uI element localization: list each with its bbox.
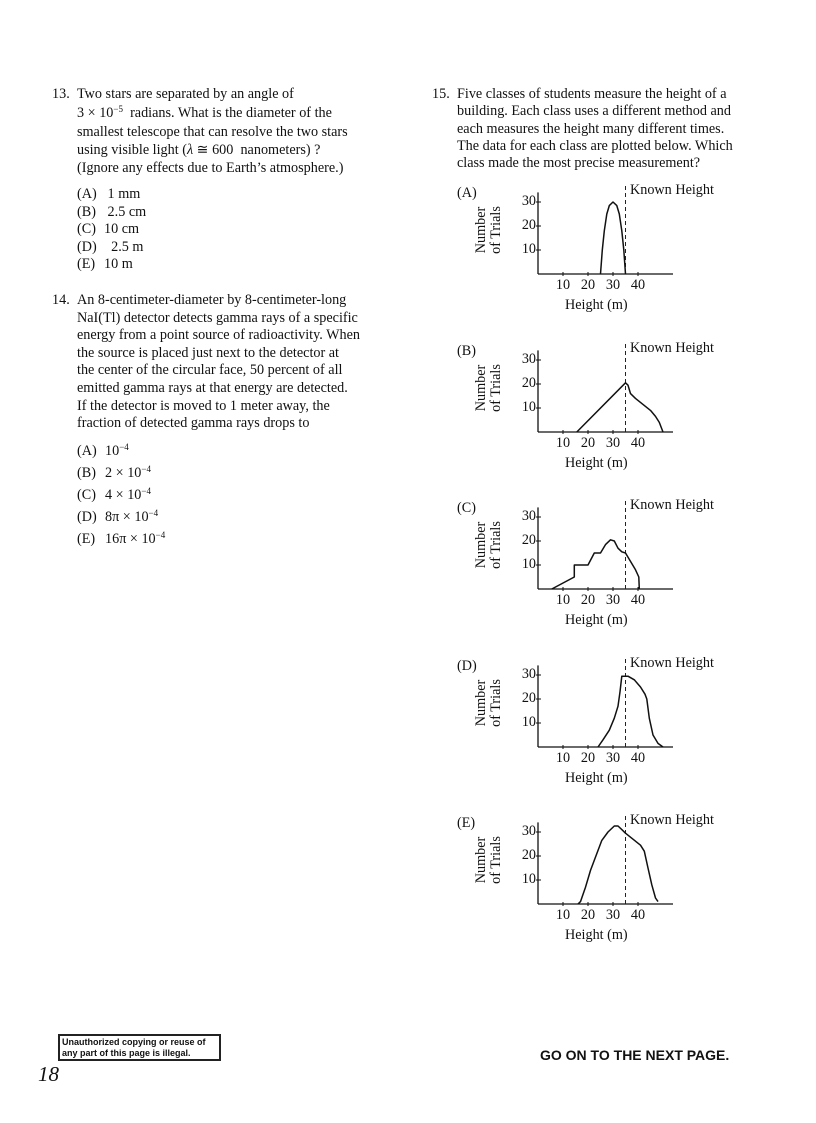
question-text: smallest telescope that can resolve the two stars	[77, 124, 348, 140]
x-axis-label: Height (m)	[565, 769, 628, 786]
choice-letter: (E)	[77, 531, 96, 547]
next-page-note: GO ON TO THE NEXT PAGE.	[540, 1047, 730, 1063]
x-tick-label: 30	[605, 592, 621, 608]
question-text: If the detector is moved to 1 meter away, the	[77, 397, 330, 414]
y-tick-label: 20	[521, 532, 536, 548]
copyright-notice	[58, 1034, 221, 1061]
math-exponent: −4	[119, 442, 129, 452]
y-tick-label: 20	[521, 374, 536, 391]
chart-panel	[450, 338, 740, 483]
chart-panel	[450, 810, 740, 955]
question-text	[77, 105, 332, 123]
y-tick-label: 10	[521, 713, 536, 730]
y-tick-label: 30	[521, 350, 536, 367]
lambda-symbol: λ	[186, 142, 194, 158]
x-tick-label: 20	[580, 749, 596, 766]
chart-panel	[450, 495, 740, 640]
choice-text	[105, 487, 151, 505]
x-tick-label: 20	[580, 434, 596, 451]
question-text: the source is placed just next to the detector at	[77, 344, 339, 361]
y-label-line: of Trials	[488, 678, 504, 727]
question-text: (Ignore any effects due to Earth’s atmosphere.)	[77, 160, 344, 176]
y-axis-label-text	[474, 663, 504, 743]
y-tick-label: 30	[521, 508, 536, 524]
x-tick-label: 40	[630, 749, 646, 766]
question-text: NaI(Tl) detector detects gamma rays of a specific	[77, 309, 358, 326]
x-tick-label: 40	[630, 277, 646, 293]
x-tick-label: 20	[580, 277, 596, 293]
x-tick-label: 20	[580, 592, 596, 608]
choice-text: 10 m	[104, 256, 133, 272]
data-curve	[578, 826, 658, 904]
y-axis-label-text	[474, 505, 504, 585]
y-tick-label: 10	[521, 398, 536, 415]
page-number: 18	[38, 1062, 59, 1086]
y-axis-label-text	[474, 820, 504, 900]
data-curve	[598, 676, 663, 747]
question-text: the center of the circular face, 50 percent of all	[77, 362, 343, 379]
choice-letter: (D)	[77, 238, 97, 255]
text: ≅ 600 nanometers) ?	[193, 142, 321, 158]
question-number: 15.	[432, 86, 450, 102]
x-axis-label: Height (m)	[565, 612, 628, 628]
y-tick-label: 20	[521, 217, 536, 233]
math-base: 10	[134, 509, 149, 525]
x-axis-label: Height (m)	[565, 454, 628, 471]
y-tick-label: 30	[521, 823, 536, 839]
y-label-line: Number	[473, 206, 489, 254]
data-curve	[552, 540, 640, 589]
known-height-label: Known Height	[630, 497, 714, 513]
choice-text: 2.5 cm	[104, 203, 147, 220]
math-prefix: 16π ×	[105, 531, 142, 547]
x-tick-label: 40	[630, 434, 646, 451]
question-text: class made the most precise measurement?	[457, 155, 701, 172]
panel-label: (A)	[457, 185, 477, 201]
y-tick-label: 10	[521, 241, 536, 257]
known-height-label: Known Height	[630, 654, 714, 671]
math-exponent: −4	[155, 530, 166, 540]
math-base: 10	[141, 531, 156, 547]
math-base: 3 × 10	[77, 105, 114, 121]
choice-letter: (C)	[77, 221, 96, 237]
math-exponent: −4	[141, 486, 151, 496]
math-prefix: 2 ×	[105, 465, 128, 481]
math-prefix: 8π ×	[105, 509, 135, 525]
x-tick-label: 10	[555, 277, 571, 293]
notice-line: Unauthorized copying or reuse of	[62, 1037, 206, 1047]
x-tick-label: 30	[605, 277, 621, 293]
data-curve	[577, 382, 663, 431]
x-tick-label: 30	[605, 749, 621, 766]
y-tick-label: 30	[521, 665, 536, 682]
chart-panel	[450, 180, 740, 325]
question-text: The data for each class are plotted below. Which	[457, 137, 733, 154]
y-tick-label: 20	[521, 847, 536, 863]
y-label-line: of Trials	[488, 836, 504, 884]
x-axis-label: Height (m)	[565, 297, 628, 313]
question-text: fraction of detected gamma rays drops to	[77, 415, 310, 432]
math-base: 10	[127, 465, 142, 481]
math-prefix: 4 ×	[105, 487, 128, 503]
known-height-label: Known Height	[630, 182, 714, 198]
math-exponent: −5	[113, 104, 123, 114]
panel-label: (B)	[457, 342, 476, 359]
choice-text: 2.5 m	[104, 238, 144, 255]
choice-letter: (C)	[77, 487, 96, 503]
x-tick-label: 20	[580, 907, 596, 923]
question-number: 14.	[52, 292, 70, 308]
choice-letter: (E)	[77, 256, 96, 272]
x-axis-label: Height (m)	[565, 927, 628, 943]
known-height-label: Known Height	[630, 812, 714, 828]
question-text: An 8-centimeter-diameter by 8-centimeter-long	[77, 292, 347, 308]
text: radians. What is the diameter of the	[122, 105, 332, 121]
math-base: 10	[127, 487, 142, 503]
math-base: 10	[105, 443, 120, 459]
notice-line: any part of this page is illegal.	[62, 1047, 191, 1058]
chart-panel	[450, 653, 740, 798]
choice-text	[105, 531, 165, 549]
choice-text	[105, 509, 158, 527]
question-text: Two stars are separated by an angle of	[77, 86, 294, 102]
x-tick-label: 10	[555, 749, 571, 766]
y-label-line: of Trials	[488, 206, 504, 254]
y-axis-label-text	[474, 348, 504, 428]
question-number: 13.	[52, 86, 70, 102]
choice-text: 10 cm	[104, 221, 140, 237]
question-text: each measures the height many different times.	[457, 120, 725, 137]
y-label-line: Number	[473, 364, 489, 411]
panel-label: (D)	[457, 657, 477, 674]
choice-letter: (A)	[77, 186, 97, 202]
y-tick-label: 10	[521, 871, 536, 887]
choice-letter: (B)	[77, 465, 96, 481]
panel-label: (C)	[457, 500, 476, 516]
x-tick-label: 10	[555, 907, 571, 923]
choice-letter: (B)	[77, 203, 96, 220]
question-text	[77, 142, 320, 160]
choice-text	[105, 443, 129, 461]
known-height-label: Known Height	[630, 339, 714, 356]
x-tick-label: 10	[555, 434, 571, 451]
y-label-line: of Trials	[488, 521, 504, 569]
y-tick-label: 20	[521, 689, 536, 706]
choice-text: 1 mm	[104, 186, 141, 202]
question-text: energy from a point source of radioactivity. When	[77, 327, 361, 344]
question-text: Five classes of students measure the height of a	[457, 86, 727, 102]
question-text: building. Each class uses a different method and	[457, 103, 731, 120]
x-tick-label: 40	[630, 907, 646, 923]
math-exponent: −4	[148, 508, 159, 518]
x-tick-label: 40	[630, 592, 646, 608]
question-text: emitted gamma rays at that energy are detected.	[77, 380, 348, 396]
x-tick-label: 30	[605, 907, 621, 923]
choice-letter: (A)	[77, 443, 97, 459]
x-tick-label: 10	[555, 592, 571, 608]
math-exponent: −4	[141, 464, 151, 474]
text: using visible light (	[77, 142, 187, 158]
panel-label: (E)	[457, 815, 476, 831]
data-curve	[601, 202, 626, 274]
y-axis-label-text	[474, 190, 504, 270]
y-label-line: of Trials	[488, 363, 504, 412]
choice-text	[105, 465, 151, 483]
y-label-line: Number	[473, 521, 489, 569]
y-tick-label: 30	[521, 193, 536, 209]
x-tick-label: 30	[605, 434, 621, 451]
y-tick-label: 10	[521, 556, 536, 572]
y-label-line: Number	[473, 679, 489, 726]
choice-letter: (D)	[77, 509, 97, 525]
y-label-line: Number	[473, 836, 489, 884]
